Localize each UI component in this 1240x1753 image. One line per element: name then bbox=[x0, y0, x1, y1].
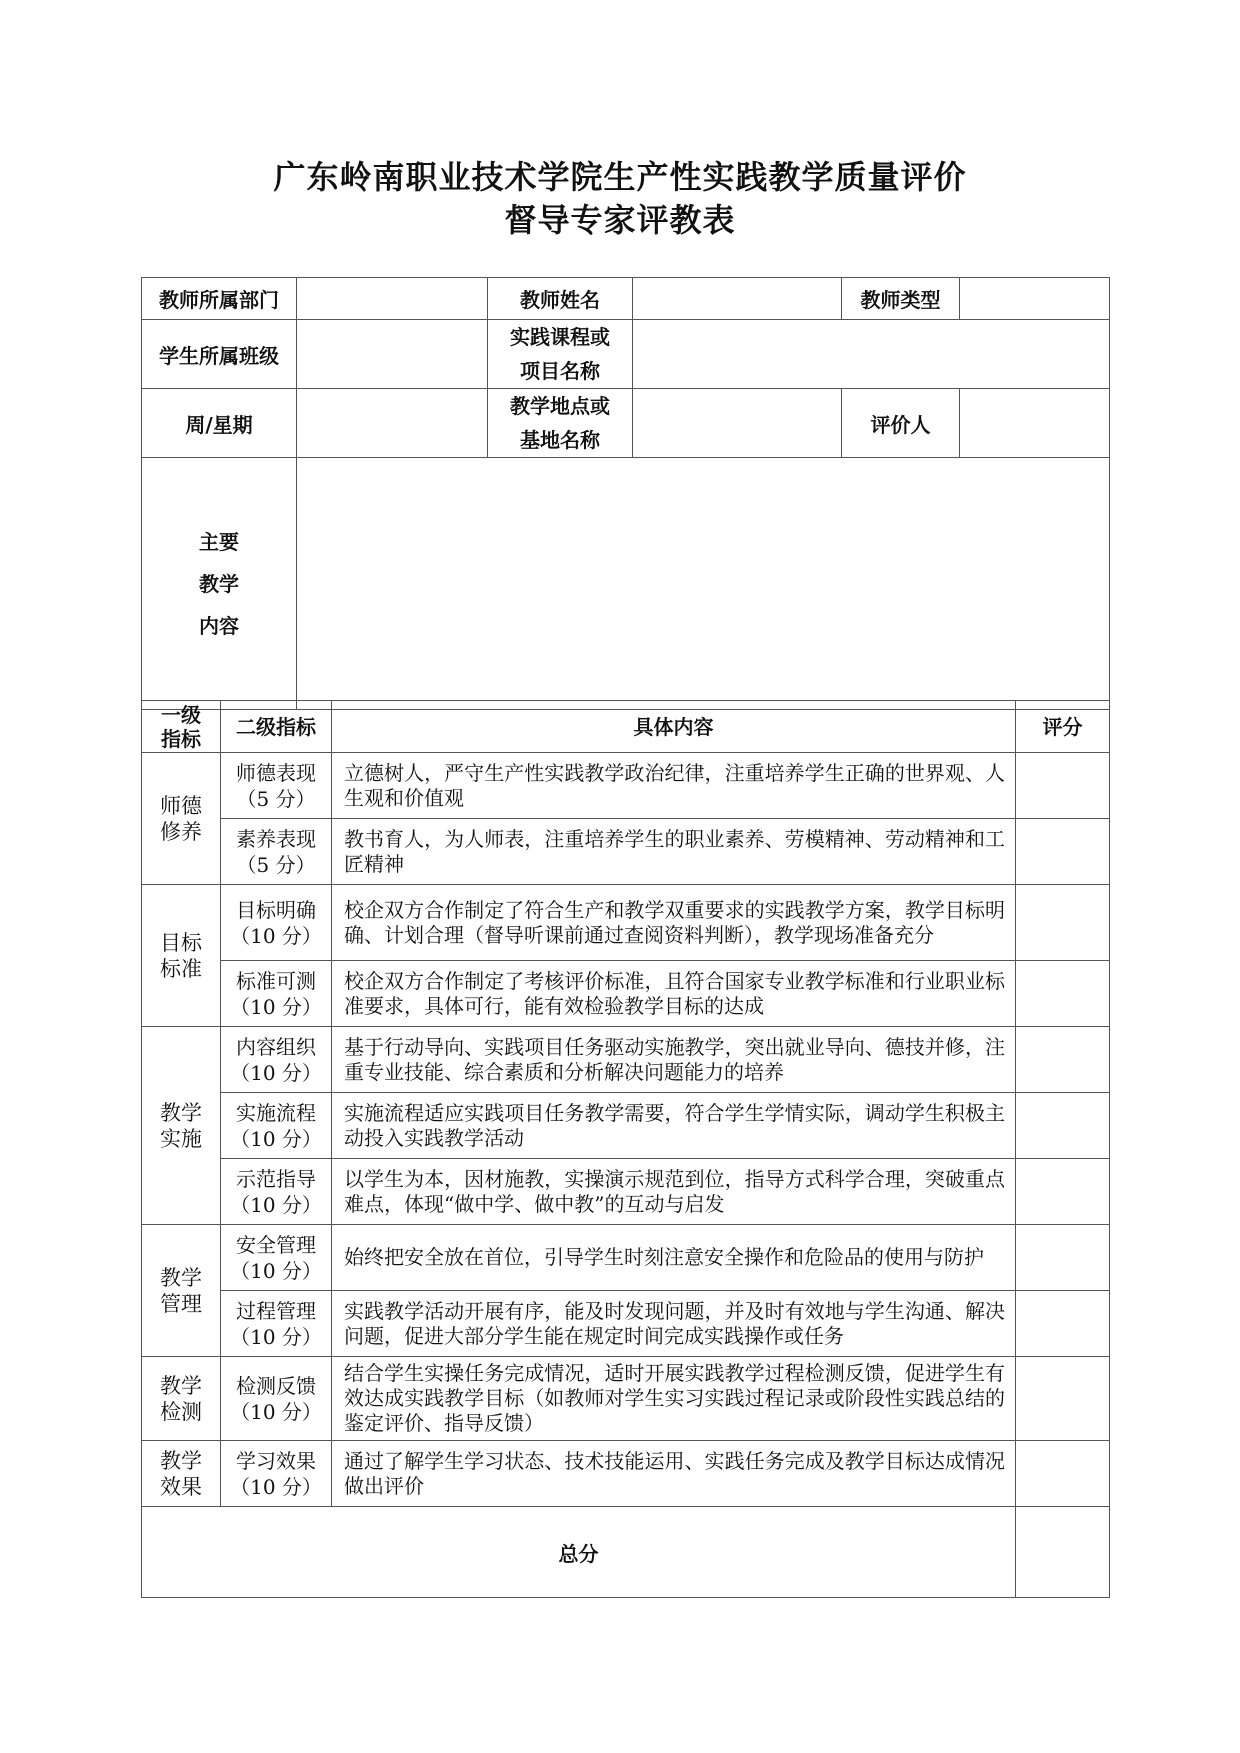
category-name-line: 检测 bbox=[160, 1399, 202, 1424]
class-field[interactable] bbox=[297, 320, 488, 389]
table-row bbox=[142, 1441, 1110, 1507]
category-name-line: 教学 bbox=[160, 1265, 202, 1290]
header-level1-line2: 指标 bbox=[161, 726, 201, 751]
criterion-content: 教书育人，为人师表，注重培养学生的职业素养、劳模精神、劳动精神和工匠精神 bbox=[332, 819, 1016, 885]
category-name-line: 管理 bbox=[160, 1291, 202, 1316]
evaluator-field[interactable] bbox=[960, 389, 1110, 458]
category-name-line: 教学 bbox=[160, 1100, 202, 1125]
criterion-content: 校企双方合作制定了符合生产和教学双重要求的实践教学方案，教学目标明确、计划合理（督导听课前通过查阅资料判断），教学现场准备充分 bbox=[332, 885, 1016, 961]
criterion-cell bbox=[221, 1225, 332, 1291]
criterion-points: （10 分） bbox=[230, 923, 322, 948]
week-field[interactable] bbox=[297, 389, 488, 458]
criterion-points: （10 分） bbox=[230, 1060, 322, 1085]
table-row bbox=[142, 1027, 1110, 1093]
category-name-line: 师德 bbox=[160, 793, 202, 818]
main-content-label-line2: 教学 bbox=[199, 571, 239, 596]
class-label: 学生所属班级 bbox=[142, 320, 297, 389]
header-level1-line1: 一级 bbox=[161, 702, 201, 727]
evaluator-label: 评价人 bbox=[842, 389, 960, 458]
category-name-line: 教学 bbox=[160, 1373, 202, 1398]
criterion-points: （10 分） bbox=[230, 1324, 322, 1349]
score-field[interactable] bbox=[1016, 1093, 1110, 1159]
table-row bbox=[142, 961, 1110, 1027]
category-name-line: 教学 bbox=[160, 1448, 202, 1473]
table-row bbox=[142, 753, 1110, 819]
category-name-line: 标准 bbox=[160, 956, 202, 981]
score-field[interactable] bbox=[1016, 753, 1110, 819]
criterion-points: （10 分） bbox=[230, 1474, 322, 1499]
category-name-line: 实施 bbox=[160, 1126, 202, 1151]
dept-value-field[interactable] bbox=[297, 278, 488, 320]
course-label-line1: 实践课程或 bbox=[510, 325, 610, 349]
main-content-label-line1: 主要 bbox=[199, 529, 239, 554]
category-cell bbox=[142, 1357, 221, 1441]
criterion-content: 以学生为本，因材施教，实操演示规范到位，指导方式科学合理，突破重点难点，体现“做中学、做中教”的互动与启发 bbox=[332, 1159, 1016, 1225]
week-label: 周/星期 bbox=[142, 389, 297, 458]
score-field[interactable] bbox=[1016, 961, 1110, 1027]
category-name-line: 目标 bbox=[160, 930, 202, 955]
criterion-content: 结合学生实操任务完成情况，适时开展实践教学过程检测反馈，促进学生有效达成实践教学目标（如教师对学生实习实践过程记录或阶段性实践总结的鉴定评价、指导反馈） bbox=[332, 1357, 1016, 1441]
course-label-line2: 项目名称 bbox=[520, 359, 600, 383]
criterion-cell bbox=[221, 961, 332, 1027]
total-row bbox=[142, 1507, 1110, 1598]
score-field[interactable] bbox=[1016, 1027, 1110, 1093]
criterion-cell bbox=[221, 819, 332, 885]
course-field[interactable] bbox=[633, 320, 1110, 389]
score-field[interactable] bbox=[1016, 1291, 1110, 1357]
criterion-points: （10 分） bbox=[230, 994, 322, 1019]
criterion-content: 始终把安全放在首位，引导学生时刻注意安全操作和危险品的使用与防护 bbox=[332, 1225, 1016, 1291]
info-table bbox=[141, 277, 1110, 710]
score-field[interactable] bbox=[1016, 1225, 1110, 1291]
main-content-label-line3: 内容 bbox=[199, 613, 239, 638]
table-row bbox=[142, 819, 1110, 885]
table-row bbox=[142, 1093, 1110, 1159]
dept-label: 教师所属部门 bbox=[142, 278, 297, 320]
criterion-name: 安全管理 bbox=[236, 1232, 316, 1257]
category-cell bbox=[142, 1027, 221, 1225]
criterion-points: （10 分） bbox=[230, 1192, 322, 1217]
criterion-content: 实践教学活动开展有序，能及时发现问题，并及时有效地与学生沟通、解决问题，促进大部分学生能在规定时间完成实践操作或任务 bbox=[332, 1291, 1016, 1357]
course-label bbox=[488, 320, 633, 389]
rubric-table bbox=[141, 700, 1110, 1598]
total-score-field[interactable] bbox=[1016, 1507, 1110, 1598]
criterion-content: 校企双方合作制定了考核评价标准，且符合国家专业教学标准和行业职业标准要求，具体可行，能有效检验教学目标的达成 bbox=[332, 961, 1016, 1027]
criterion-cell bbox=[221, 885, 332, 961]
header-level2: 二级指标 bbox=[221, 701, 332, 753]
criterion-content: 通过了解学生学习状态、技术技能运用、实践任务完成及教学目标达成情况做出评价 bbox=[332, 1441, 1016, 1507]
main-content-label bbox=[142, 458, 297, 710]
criterion-cell bbox=[221, 753, 332, 819]
location-field[interactable] bbox=[633, 389, 842, 458]
teacher-type-label: 教师类型 bbox=[842, 278, 960, 320]
teacher-type-field[interactable] bbox=[960, 278, 1110, 320]
table-row bbox=[142, 1291, 1110, 1357]
criterion-name: 示范指导 bbox=[236, 1166, 316, 1191]
category-name-line: 效果 bbox=[160, 1474, 202, 1499]
page-title: 广东岭南职业技术学院生产性实践教学质量评价 bbox=[273, 158, 967, 196]
table-row bbox=[142, 1159, 1110, 1225]
category-cell bbox=[142, 753, 221, 885]
criterion-name: 过程管理 bbox=[236, 1298, 316, 1323]
header-content: 具体内容 bbox=[332, 701, 1016, 753]
criterion-content: 实施流程适应实践项目任务教学需要，符合学生学情实际，调动学生积极主动投入实践教学活动 bbox=[332, 1093, 1016, 1159]
location-label bbox=[488, 389, 633, 458]
criterion-cell bbox=[221, 1441, 332, 1507]
category-name-line: 修养 bbox=[160, 819, 202, 844]
header-score: 评分 bbox=[1016, 701, 1110, 753]
criterion-points: （10 分） bbox=[230, 1399, 322, 1424]
category-cell bbox=[142, 1225, 221, 1357]
score-field[interactable] bbox=[1016, 885, 1110, 961]
location-label-line1: 教学地点或 bbox=[510, 394, 610, 418]
criterion-cell bbox=[221, 1159, 332, 1225]
main-content-field[interactable] bbox=[297, 458, 1110, 710]
criterion-points: （10 分） bbox=[230, 1258, 322, 1283]
criterion-cell bbox=[221, 1027, 332, 1093]
criterion-name: 标准可测 bbox=[236, 968, 316, 993]
total-label: 总分 bbox=[142, 1507, 1016, 1598]
criterion-cell bbox=[221, 1357, 332, 1441]
criterion-content: 立德树人，严守生产性实践教学政治纪律，注重培养学生正确的世界观、人生观和价值观 bbox=[332, 753, 1016, 819]
category-cell bbox=[142, 885, 221, 1027]
teacher-name-field[interactable] bbox=[633, 278, 842, 320]
criterion-name: 内容组织 bbox=[236, 1034, 316, 1059]
criterion-name: 目标明确 bbox=[236, 897, 316, 922]
criterion-name: 检测反馈 bbox=[236, 1373, 316, 1398]
category-cell bbox=[142, 1441, 221, 1507]
score-field[interactable] bbox=[1016, 1159, 1110, 1225]
teacher-name-label: 教师姓名 bbox=[488, 278, 633, 320]
criterion-name: 学习效果 bbox=[236, 1448, 316, 1473]
criterion-points: （5 分） bbox=[236, 786, 316, 811]
score-field[interactable] bbox=[1016, 819, 1110, 885]
criterion-cell bbox=[221, 1093, 332, 1159]
criterion-points: （5 分） bbox=[236, 852, 316, 877]
table-row bbox=[142, 885, 1110, 961]
criterion-content: 基于行动导向、实践项目任务驱动实施教学，突出就业导向、德技并修，注重专业技能、综合素质和分析解决问题能力的培养 bbox=[332, 1027, 1016, 1093]
rubric-header-row bbox=[142, 701, 1110, 753]
location-label-line2: 基地名称 bbox=[520, 428, 600, 452]
criterion-name: 素养表现 bbox=[236, 826, 316, 851]
score-field[interactable] bbox=[1016, 1357, 1110, 1441]
criterion-cell bbox=[221, 1291, 332, 1357]
criterion-points: （10 分） bbox=[230, 1126, 322, 1151]
page-subtitle: 督导专家评教表 bbox=[504, 201, 736, 239]
table-row bbox=[142, 1225, 1110, 1291]
criterion-name: 师德表现 bbox=[236, 760, 316, 785]
criterion-name: 实施流程 bbox=[236, 1100, 316, 1125]
score-field[interactable] bbox=[1016, 1441, 1110, 1507]
header-level1 bbox=[142, 701, 221, 753]
table-row bbox=[142, 1357, 1110, 1441]
